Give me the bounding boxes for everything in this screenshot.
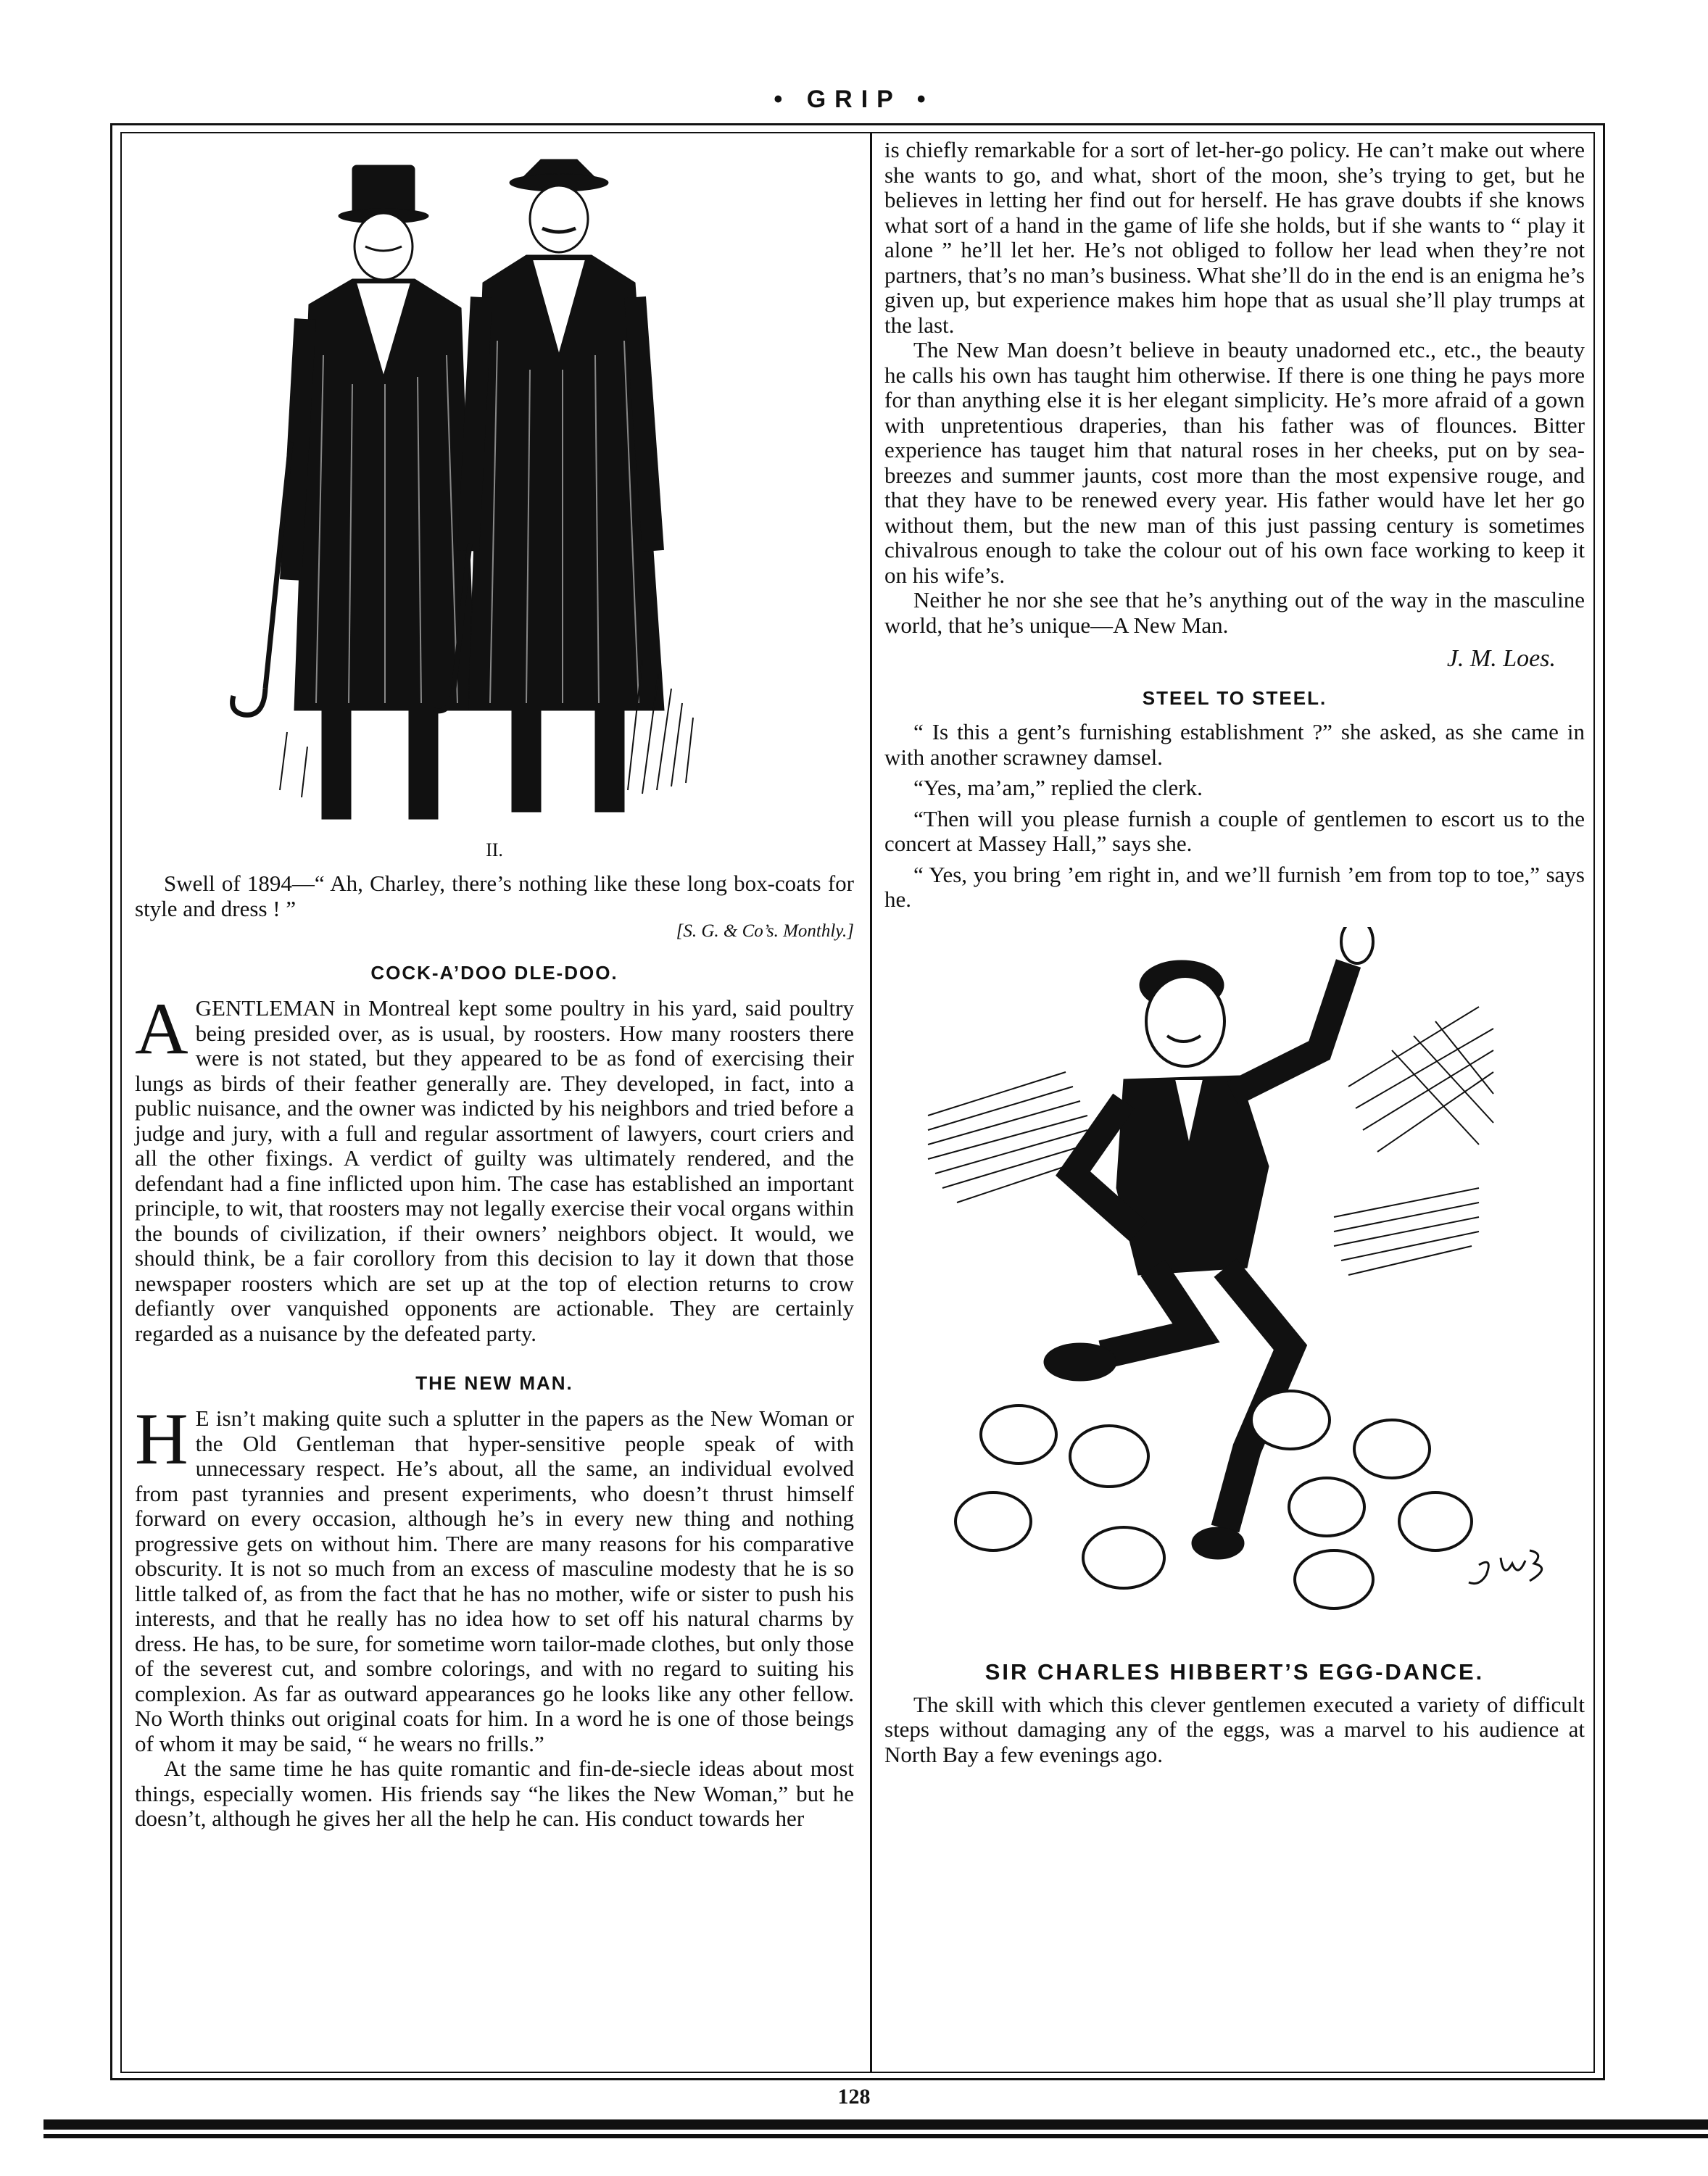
- article-heading-steel-to-steel: STEEL TO STEEL.: [1142, 687, 1327, 709]
- bottom-rule: [43, 2119, 1708, 2130]
- article-text: GENTLEMAN in Montreal kept some poultry in his yard, said poultry being presided over, as is usual, by roosters. How many roosters there were is not stated, but they appeared to be as fond of exercising their lungs as birds of their feather generally are. They developed, in fact, into a public nuisance, and the owner was indicted by his neighbors and tried before a judge and jury, with a full and regular assortment of lawyers, court criers and all the other fixings. A verdict of guilty was ultimately rendered, and the defendant had a fine inflicted upon him. The case has established an important principle, to wit, that roosters may not legally exercise their vocal organs within the bounds of civilization, if their owners’ neighbors object. It would, we should think, be a fair corollory from this decision to lay it down that those newspaper roosters which are set up at the top of election returns to crow defiantly over vanquished opponents are actionable. They are certainly regarded as a nuisance by the defeated party.: [135, 995, 854, 1346]
- illustration-credit: [S. G. & Co’s. Monthly.]: [676, 921, 854, 941]
- illustration-number: II.: [486, 839, 503, 860]
- page-number: 128: [837, 2085, 871, 2109]
- bottom-rule-thin: [43, 2134, 1708, 2138]
- dialogue-line: “Yes, ma’am,” replied the clerk.: [913, 775, 1203, 800]
- dialogue-line: “Then will you please furnish a couple of gentlemen to escort us to the concert at Massey Hall,” says she.: [884, 805, 1585, 856]
- dialogue-line: “ Yes, you bring ’em right in, and we’ll furnish ’em from top to toe,” says he.: [884, 861, 1585, 912]
- article-heading-the-new-man: THE NEW MAN.: [415, 1372, 573, 1394]
- article-paragraph: is chiefly remarkable for a sort of let-her-go policy. He can’t make out where she wants to go, and what, short of the moon, she’s trying to get, but he believes in letting her find out for herself. He has grave doubts if she knows what sort of a hand in the game of life she holds, but if she wants to “ play it alone ” he’ll let her. He’s not obliged to follow her lead when they’re not partners, that’s no man’s business. What she’ll do in the end is an enigma he’s given up, but experience makes him hope that as usual she’ll play trumps at the last.: [884, 137, 1585, 338]
- illustration-caption: Swell of 1894—“ Ah, Charley, there’s nothing like these long box-coats for style and dress ! ”: [135, 871, 854, 921]
- article-heading-cock-a-doodle-doo: COCK-A’DOO DLE-DOO.: [370, 962, 618, 984]
- column-divider: [870, 132, 872, 2073]
- two-gentlemen-illustration: [135, 138, 854, 834]
- article-text: E isn’t making quite such a splutter in the papers as the New Woman or the Old Gentleman that hyper-sensitive people speak of with unnecessary respect. He’s about, all the same, an individual evolved from past tyrannies and present experiments, who doesn’t thrust himself forward on every occasion, although he’s in every new thing and nothing progressive gets on without him. There are many reasons for his comparative obscurity. It is not so much from an excess of masculine modesty that he is so little talked of, as from the fact that he has no mother, wife or sister to push his interests, and that he really has no idea how to set off his natural charms by dress. He has, to be sure, for sometime worn tailor-made clothes, but only those of the severest cut, and sombre colorings, and with no regard to suiting his complexion. As far as outward appearances go he looks like any other fellow. No Worth thinks out original coats for him. In a word he is one of those beings of whom it may be said, “ he wears no frills.”: [135, 1405, 854, 1756]
- drop-cap: A: [135, 988, 188, 1070]
- dialogue-line: “ Is this a gent’s furnishing establishment ?” she asked, as she came in with another scrawney damsel.: [884, 719, 1585, 770]
- drop-cap: H: [135, 1398, 188, 1480]
- article-body-cock-a-doodle-doo: [135, 988, 854, 1346]
- article-paragraph: At the same time he has quite romantic and fin-de-siecle ideas about most things, especially women. His friends say “he likes the New Woman,” but he doesn’t, although he gives her all the help he can. His conduct towards her: [135, 1756, 854, 1831]
- author-signature: J. M. Loes.: [1446, 645, 1556, 672]
- egg-dance-cartoon: [884, 927, 1585, 1652]
- article-paragraph: Neither he nor she see that he’s anything out of the way in the masculine world, that he’s unique—A New Man.: [884, 587, 1585, 638]
- article-body-the-new-man: [135, 1398, 854, 1756]
- article-paragraph: The New Man doesn’t believe in beauty unadorned etc., etc., the beauty he calls his own has taught him otherwise. If there is one thing he pays more for than anything else it is her elegant simplicity. He’s more afraid of a gown with unpretentious draperies, than his father was of flounces. Bitter experience has tauget him that natural roses in her cheeks, put on by sea-breezes and summer jaunts, cost more than the most expensive rouge, and that they have to be renewed every year. His father would have let her go without them, but the new man of this just passing century is sometimes chivalrous enough to take the colour out of his own face working to keep it on his wife’s.: [884, 337, 1585, 588]
- right-column: [884, 138, 1585, 1767]
- left-column: [135, 138, 854, 1832]
- steel-to-steel-body: [884, 720, 1585, 913]
- cartoon-caption-title: SIR CHARLES HIBBERT’S EGG-DANCE.: [984, 1658, 1485, 1685]
- cartoon-caption-body: The skill with which this clever gentlemen executed a variety of difficult steps without damaging any of the eggs, was a marvel to his audience at North Bay a few evenings ago.: [884, 1691, 1585, 1767]
- masthead: • GRIP •: [774, 86, 934, 113]
